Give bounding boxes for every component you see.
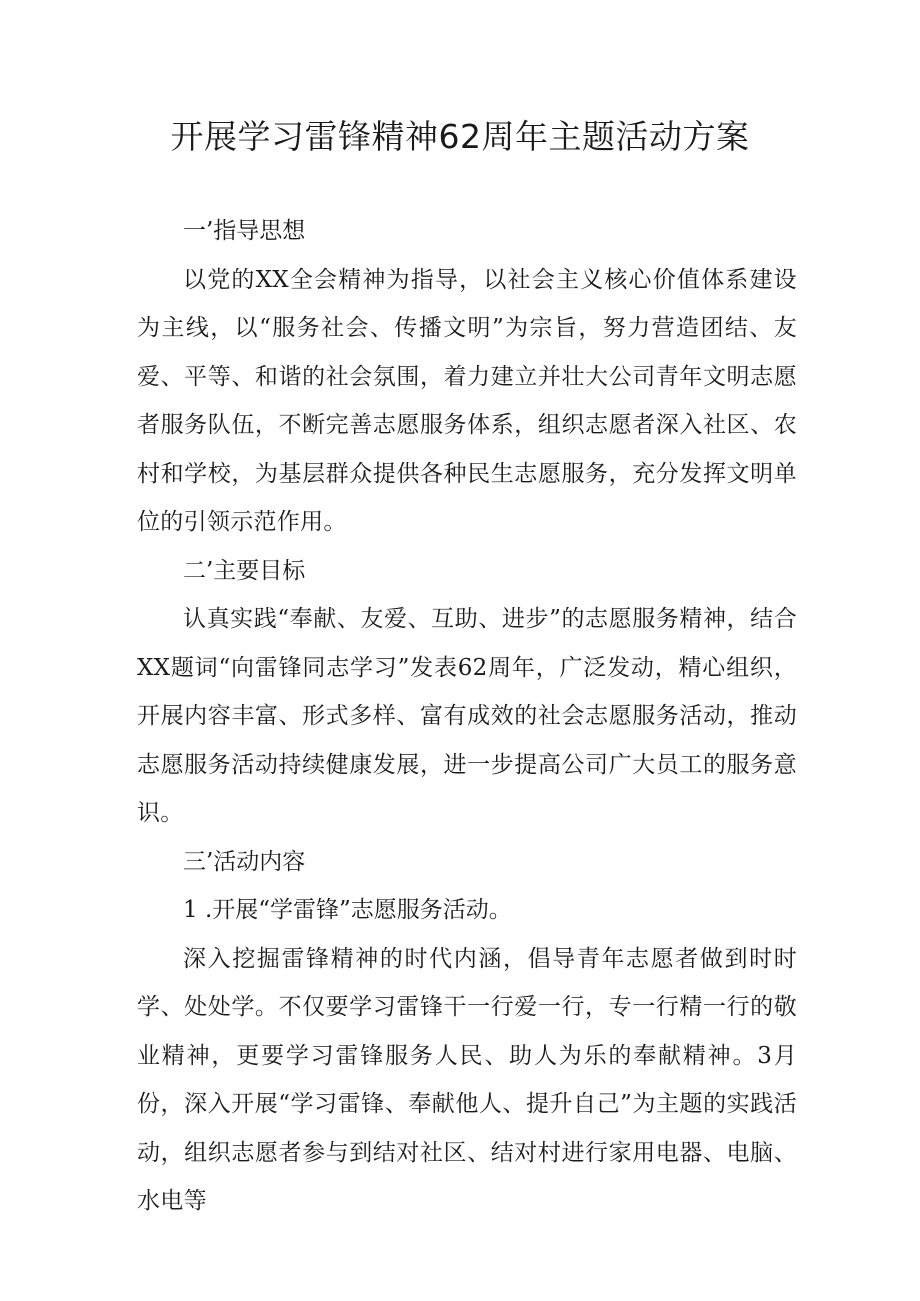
paragraph-learn-leifeng: 深入挖掘雷锋精神的时代内涵，倡导青年志愿者做到时时学、处处学。不仅要学习雷锋干一行爱一行，专一行精一行的敬业精神，更要学习雷锋服务人民、助人为乐的奉献精神。3月份，深入开展“学习雷锋、奉献他人、提升自己”为主题的实践活动，组织志愿者参与到结对社区、结对村进行家用电器、电脑、水电等	[137, 945, 797, 1214]
section-heading-guiding-ideology: 一’指导思想	[183, 218, 306, 244]
section-heading-activity-content: 三’活动内容	[183, 848, 306, 875]
document-body	[137, 207, 797, 1226]
document-title: 开展学习雷锋精神62周年主题活动方案	[170, 117, 750, 156]
section-heading-main-goals: 二’主要目标	[183, 557, 306, 584]
paragraph-guiding-ideology: 以党的XX全会精神为指导，以社会主义核心价值体系建设为主线，以“服务社会、传播文明”为宗旨，努力营造团结、友爱、平等、和谐的社会氛围，着力建立并壮大公司青年文明志愿者服务队伍，不断完善志愿服务体系，组织志愿者深入社区、农村和学校，为基层群众提供各种民生志愿服务，充分发挥文明单位的引领示范作用。	[137, 266, 797, 535]
subsection-heading-learn-leifeng: 1 .开展“学雷锋”志愿服务活动。	[183, 897, 512, 923]
paragraph-main-goals: 认真实践“奉献、友爱、互助、进步”的志愿服务精神，结合XX题词“向雷锋同志学习”发表62周年，广泛发动，精心组织，开展内容丰富、形式多样、富有成效的社会志愿服务活动，推动志愿服务活动持续健康发展，进一步提高公司广大员工的服务意识。	[137, 606, 797, 826]
